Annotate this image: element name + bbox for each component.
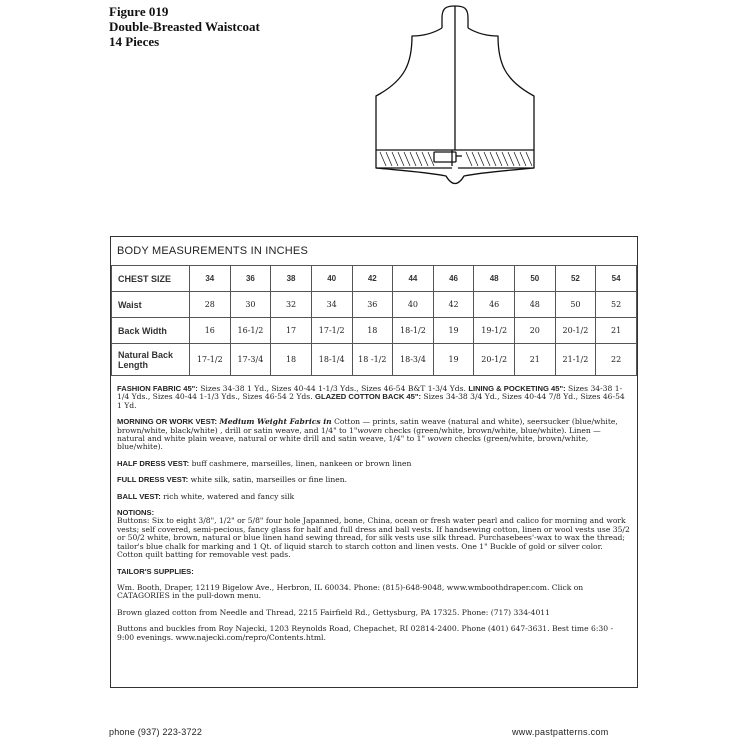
sheet-title: BODY MEASUREMENTS IN INCHES <box>117 245 309 257</box>
tailor-supplier-3: Buttons and buckles from Roy Najecki, 1203 Reynolds Road, Chepachet, RI 02814-2400. Phone (401) 647-3631. Best time 6:30 - 9:00 evenings. www.najecki.com/repro/Contents.html. <box>117 624 614 642</box>
table-cell: 42 <box>433 292 474 318</box>
tailor-supplies-heading: TAILOR'S SUPPLIES: <box>117 566 194 576</box>
tailor-supplier-1: Wm. Booth, Draper, 12119 Bigelow Ave., Herbron, IL 60034. Phone: (815)-648-9048, www.wmboothdraper.com. Click on CATAGORIES in the pull-down menu. <box>117 582 584 601</box>
tailor-supplier-2: Brown glazed cotton from Needle and Thread, 2215 Fairfield Rd., Gettysburg, PA 17325. Phone: (717) 334-4011 <box>117 607 550 617</box>
table-cell: 40 <box>311 266 352 292</box>
title-block <box>109 4 260 49</box>
table-cell: 21 <box>515 344 556 376</box>
table-cell: 18 -1/2 <box>352 344 393 376</box>
table-cell: 17-1/2 <box>190 344 231 376</box>
table-cell: 52 <box>555 266 596 292</box>
piece-count: 14 Pieces <box>109 34 160 49</box>
footer-website: www.pastpatterns.com <box>512 727 609 737</box>
glazed-text: Sizes 34-38 3/4 Yd., Sizes 40-44 7/8 Yd., Sizes 46-54 1 Yd. <box>117 392 625 410</box>
row-label: CHEST SIZE <box>112 266 190 292</box>
table-cell: 16-1/2 <box>230 318 271 344</box>
fabric-notes <box>117 385 631 650</box>
morning-vest-text-2: checks (green/white, brown/white, blue/white). Linen — natural and white plain weave, natural or white drill and satin weave, 1/4" to 1" <box>117 425 601 444</box>
pattern-name: Double-Breasted Waistcoat <box>109 19 260 34</box>
table-cell: 28 <box>190 292 231 318</box>
table-row-waist <box>112 292 637 318</box>
half-dress-text: buff cashmere, marseilles, linen, nankeen or brown linen <box>189 458 412 468</box>
table-cell: 20-1/2 <box>474 344 515 376</box>
table-row-back-length <box>112 344 637 376</box>
half-dress-vest <box>117 460 631 468</box>
table-cell: 50 <box>555 292 596 318</box>
lining-text: Sizes 34-38 1-1/4 Yds., Sizes 40-44 1-1/3 Yds., Sizes 46-54 2 Yds. <box>117 384 623 402</box>
fashion-fabric-text: Sizes 34-38 1 Yd., Sizes 40-44 1-1/3 Yds., Sizes 46-54 B&T 1-3/4 Yds. <box>197 384 469 393</box>
table-cell: 30 <box>230 292 271 318</box>
notions-heading: NOTIONS: <box>117 508 155 518</box>
ball-vest-heading: BALL VEST: <box>117 491 161 501</box>
table-cell: 50 <box>515 266 556 292</box>
morning-vest-heading: MORNING OR WORK VEST: <box>117 417 217 427</box>
row-label: Back Width <box>112 318 190 344</box>
table-cell: 52 <box>596 292 637 318</box>
tailor-supplies-heading-block <box>117 568 631 576</box>
table-cell: 19 <box>433 318 474 344</box>
waistcoat-back-drawing <box>366 0 544 192</box>
table-cell: 20 <box>515 318 556 344</box>
full-dress-vest <box>117 476 631 484</box>
table-cell: 17 <box>271 318 312 344</box>
fabric-yardage <box>117 385 631 410</box>
table-cell: 17-3/4 <box>230 344 271 376</box>
figure-number: Figure 019 <box>109 4 169 19</box>
table-cell: 48 <box>474 266 515 292</box>
glazed-heading: GLAZED COTTON BACK 45": <box>315 392 422 402</box>
table-cell: 32 <box>271 292 312 318</box>
row-label: Natural Back Length <box>112 344 190 376</box>
full-dress-heading: FULL DRESS VEST: <box>117 475 189 485</box>
morning-vest-woven-2: woven <box>427 434 453 444</box>
table-cell: 42 <box>352 266 393 292</box>
table-cell: 19-1/2 <box>474 318 515 344</box>
ball-vest-text: rich white, watered and fancy silk <box>160 491 295 501</box>
table-cell: 19 <box>433 344 474 376</box>
footer-phone: phone (937) 223-3722 <box>109 727 203 737</box>
table-row-back-width <box>112 318 637 344</box>
morning-vest-woven-1: woven <box>357 425 383 435</box>
table-cell: 46 <box>433 266 474 292</box>
table-cell: 20-1/2 <box>555 318 596 344</box>
table-cell: 34 <box>190 266 231 292</box>
table-cell: 21-1/2 <box>555 344 596 376</box>
morning-vest-text-1: Cotton — prints, satin weave (natural and white), seersucker (blue/white, brown/white, black/white) , drill or satin weave, and 1/4" to 1" <box>117 417 618 435</box>
fashion-fabric-heading: FASHION FABRIC 45": <box>117 384 198 393</box>
table-cell: 40 <box>393 292 434 318</box>
full-dress-text: white silk, satin, marseilles or fine linen. <box>188 475 348 485</box>
measurement-table <box>111 265 637 376</box>
morning-vest <box>117 418 631 452</box>
notions <box>117 509 631 559</box>
table-cell: 18-3/4 <box>393 344 434 376</box>
lining-heading: LINING & POCKETING 45": <box>468 384 566 393</box>
table-cell: 17-1/2 <box>311 318 352 344</box>
table-cell: 34 <box>311 292 352 318</box>
table-cell: 46 <box>474 292 515 318</box>
table-cell: 54 <box>596 266 637 292</box>
measurement-sheet <box>110 236 638 688</box>
morning-vest-text-3: checks (green/white, brown/white, blue/white). <box>117 434 589 452</box>
table-cell: 16 <box>190 318 231 344</box>
table-cell: 48 <box>515 292 556 318</box>
ball-vest <box>117 493 631 501</box>
morning-vest-emphasis: Medium Weight Fabrics in <box>219 417 332 427</box>
table-cell: 18 <box>352 318 393 344</box>
notions-text: Buttons: Six to eight 3/8", 1/2" or 5/8" four hole Japanned, bone, China, ocean or fresh water pearl and calico for morning and work vests; self covered, semi-pecious, fancy glass for half and full dress and ball vests. If handsewing cotton, linen or wool vests use 35/2 or 50/2 white, brown, natural or blue linen hand sewing thread, for silk vests use silk thread. Purchasebees'-wax to wax the thread; tailor's blue chalk for marking and 1 Qt. of liquid starch to starch cotton and linen vests. One 1" Buckle of gold or silver color. Cotton quilt batting for removable vest pads. <box>117 516 630 560</box>
row-label: Waist <box>112 292 190 318</box>
table-row-chest <box>112 266 637 292</box>
half-dress-heading: HALF DRESS VEST: <box>117 458 190 468</box>
table-cell: 18 <box>271 344 312 376</box>
table-cell: 36 <box>230 266 271 292</box>
table-cell: 18-1/2 <box>393 318 434 344</box>
table-cell: 18-1/4 <box>311 344 352 376</box>
table-cell: 22 <box>596 344 637 376</box>
table-cell: 38 <box>271 266 312 292</box>
table-cell: 44 <box>393 266 434 292</box>
table-cell: 21 <box>596 318 637 344</box>
table-cell: 36 <box>352 292 393 318</box>
